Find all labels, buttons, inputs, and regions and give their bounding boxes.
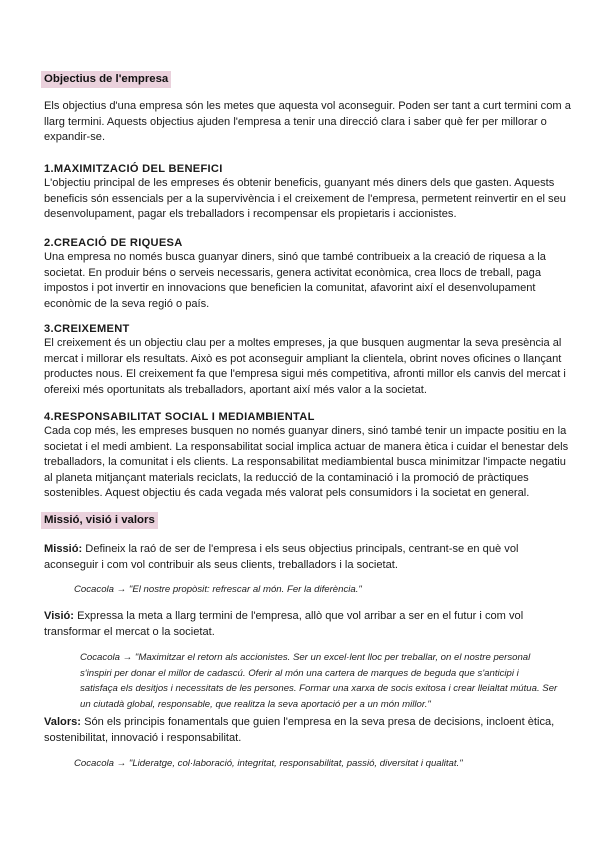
visio-label: Visió: xyxy=(44,610,75,622)
visio-paragraph xyxy=(44,609,574,640)
section-title-riquesa: 2.CREACIÓ DE RIQUESA xyxy=(44,237,183,249)
intro-paragraph: Els objectius d'una empresa són les metes que aquesta vol aconseguir. Poden ser tant a curt termini com a llarg termini. Aquests objectius ajuden l'empresa a tenir una direcció clara i saber què fer per millorar o expandir-se. xyxy=(44,100,571,144)
section-text-maximitzacio: L'objectiu principal de les empreses és obtenir beneficis, guanyant més diners dels que gasten. Aquests beneficis són essencials per a la supervivència i el creixement de l'empresa, permetent reinvertir en el seu desenvolupament, pagar els treballadors i recompensar els propietaris i accionistes. xyxy=(44,177,566,221)
valors-example: Cocacola → "Lideratge, col·laboració, integritat, responsabilitat, passió, diversitat i qualitat." xyxy=(74,758,463,769)
visio-example: Cocacola → "Maximitzar el retorn als accionistes. Ser un excel·lent lloc per treballar, on el nostre personal s'inspiri per donar el millor de cadascú. Oferir al món una cartera de marques de beguda que s'anticipi i satisfaça els desitjos i necessitats de les persones. Formar una xarxa de socis exitosa i crear lleialtat mútua. Ser un ciutadà global, responsable, que realitza la seva aportació per a un món millor." xyxy=(80,652,558,711)
section-title-maximitzacio: 1.MAXIMITZACIÓ DEL BENEFICI xyxy=(44,163,223,175)
missio-label: Missió: xyxy=(44,543,83,555)
section-title-responsabilitat: 4.RESPONSABILITAT SOCIAL I MEDIAMBIENTAL xyxy=(44,411,315,423)
valors-text: Són els principis fonamentals que guien l'empresa en la seva presa de decisions, incloent ètica, sostenibilitat, innovació i responsabilitat. xyxy=(44,716,555,744)
missio-example: Cocacola → "El nostre propòsit: refrescar al món. Fer la diferència." xyxy=(74,584,362,595)
heading-objectius: Objectius de l'empresa xyxy=(41,71,171,88)
valors-paragraph xyxy=(44,715,574,746)
heading-missio-visio-valors: Missió, visió i valors xyxy=(41,512,158,529)
missio-text: Defineix la raó de ser de l'empresa i els seus objectius principals, centrant-se en què vol aconseguir i com vol contribuir als seus clients, treballadors i la societat. xyxy=(44,543,519,571)
section-text-creixement: El creixement és un objectiu clau per a moltes empreses, ja que busquen augmentar la seva presència al mercat i millorar els resultats. Això es pot aconseguir ampliant la clientela, obrint noves oficines o llançant productes nous. El creixement fa que l'empresa sigui més competitiva, afronti millor els canvis del mercat i ofereixi més oportunitats als treballadors, aportant així més valor a la societat. xyxy=(44,337,566,396)
visio-text: Expressa la meta a llarg termini de l'empresa, allò que vol arribar a ser en el futur i com vol transformar el mercat o la societat. xyxy=(44,610,524,638)
valors-label: Valors: xyxy=(44,716,81,728)
section-title-creixement: 3.CREIXEMENT xyxy=(44,323,130,335)
section-text-responsabilitat: Cada cop més, les empreses busquen no només guanyar diners, sinó també tenir un impacte positiu en la societat i el medi ambient. La responsabilitat social implica actuar de manera ètica i cuidar el benestar dels treballadors, la comunitat i els clients. La responsabilitat mediambiental busca minimitzar l'impacte negatiu al planeta mitjançant materials reciclats, la reducció de la contaminació i la promoció de pràctiques sostenibles. Aquest objectiu és cada vegada més valorat pels consumidors i la societat en general. xyxy=(44,425,569,500)
section-text-riquesa: Una empresa no només busca guanyar diners, sinó que també contribueix a la creació de riquesa a la societat. En produir béns o serveis necessaris, genera activitat econòmica, crea llocs de treball, paga impostos i pot invertir en innovacions que beneficien la comunitat, afavorint així el desenvolupament econòmic de la seva regió o país. xyxy=(44,251,546,310)
missio-paragraph xyxy=(44,542,574,573)
